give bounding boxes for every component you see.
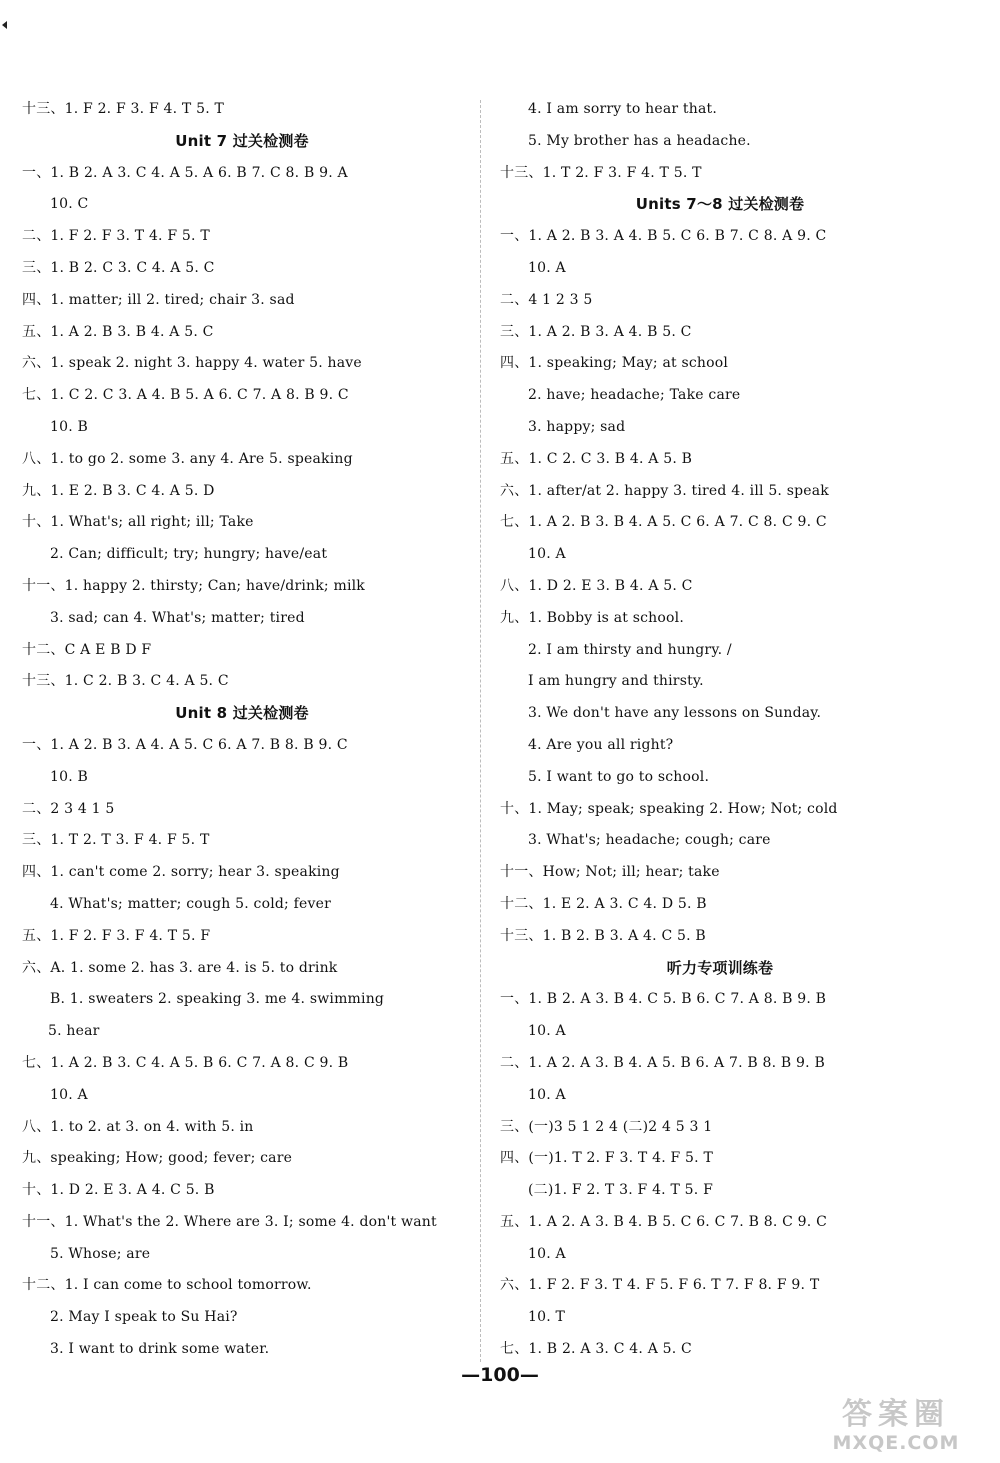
answer-line: 一、1. B 2. A 3. B 4. C 5. B 6. C 7. A 8. B 9. B bbox=[500, 991, 827, 1008]
answer-line: 3. sad; can 4. What's; matter; tired bbox=[50, 609, 305, 626]
answer-line: 5. My brother has a headache. bbox=[528, 132, 751, 149]
answer-line: 五、1. C 2. C 3. B 4. A 5. B bbox=[500, 450, 693, 467]
answer-line: 十一、How; Not; ill; hear; take bbox=[500, 864, 720, 881]
answer-line: 2. have; headache; Take care bbox=[528, 387, 741, 404]
answer-line: 十三、1. B 2. B 3. A 4. C 5. B bbox=[500, 927, 706, 944]
answer-line: 3. happy; sad bbox=[528, 418, 626, 435]
answer-line: 5. hear bbox=[48, 1023, 100, 1040]
answer-line: 10. A bbox=[50, 1086, 88, 1103]
answer-line: 4. I am sorry to hear that. bbox=[528, 101, 717, 117]
answer-line: 十、1. What's; all right; ill; Take bbox=[22, 514, 254, 531]
answer-line: 4. Are you all right? bbox=[528, 736, 674, 753]
answer-line: 八、1. D 2. E 3. B 4. A 5. C bbox=[500, 577, 693, 594]
answer-line: 四、1. speaking; May; at school bbox=[500, 355, 729, 372]
answer-line: 七、1. B 2. A 3. C 4. A 5. C bbox=[500, 1341, 692, 1358]
answer-line: 三、(一)3 5 1 2 4 (二)2 4 5 3 1 bbox=[500, 1118, 713, 1135]
watermark-logo bbox=[806, 1398, 986, 1460]
section-heading: 听力专项训练卷 bbox=[666, 958, 774, 977]
answer-line: 10. A bbox=[528, 1245, 566, 1262]
answer-line: 八、1. to go 2. some 3. any 4. Are 5. speaking bbox=[22, 450, 353, 467]
answer-line: 三、1. A 2. B 3. A 4. B 5. C bbox=[500, 323, 692, 340]
answer-line: 10. T bbox=[528, 1309, 566, 1326]
answer-line: 3. What's; headache; cough; care bbox=[528, 832, 771, 849]
answer-line: 2. Can; difficult; try; hungry; have/eat bbox=[50, 546, 328, 563]
answer-column-left bbox=[22, 94, 462, 1366]
answer-line: 四、(一)1. T 2. F 3. T 4. F 5. T bbox=[500, 1150, 714, 1167]
answer-line: 五、1. A 2. B 3. B 4. A 5. C bbox=[22, 323, 214, 340]
answer-line: 七、1. A 2. B 3. C 4. A 5. B 6. C 7. A 8. C 9. B bbox=[22, 1054, 349, 1071]
answer-line: 十、1. D 2. E 3. A 4. C 5. B bbox=[22, 1182, 215, 1199]
answer-line: 三、1. T 2. T 3. F 4. F 5. T bbox=[22, 832, 210, 849]
answer-line: 5. I want to go to school. bbox=[528, 768, 710, 785]
answer-line: 10. B bbox=[50, 768, 89, 785]
page-number: —100— bbox=[461, 1364, 539, 1386]
answer-line: 十二、1. E 2. A 3. C 4. D 5. B bbox=[500, 895, 707, 912]
answer-line: 10. A bbox=[528, 546, 566, 563]
answer-column-right bbox=[500, 94, 940, 1366]
answer-line: 2. I am thirsty and hungry. / bbox=[528, 641, 732, 658]
answer-line: B. 1. sweaters 2. speaking 3. me 4. swimming bbox=[50, 991, 385, 1008]
answer-line: 10. C bbox=[50, 196, 89, 213]
answer-line: 九、speaking; How; good; fever; care bbox=[22, 1150, 293, 1167]
watermark-url: MXQE.COM bbox=[832, 1432, 960, 1454]
answer-line: 二、4 1 2 3 5 bbox=[500, 291, 593, 308]
answer-line: 十三、1. C 2. B 3. C 4. A 5. C bbox=[22, 673, 229, 690]
answer-line: 十一、1. happy 2. thirsty; Can; have/drink; milk bbox=[22, 577, 365, 594]
watermark-text: 答案圈 bbox=[842, 1397, 950, 1432]
answer-line: I am hungry and thirsty. bbox=[528, 673, 704, 690]
section-heading: Units 7～8 过关检测卷 bbox=[635, 195, 805, 214]
answer-line: 十二、1. I can come to school tomorrow. bbox=[22, 1277, 312, 1294]
answer-line: 六、1. F 2. F 3. T 4. F 5. F 6. T 7. F 8. F 9. T bbox=[500, 1277, 820, 1294]
answer-line: 4. What's; matter; cough 5. cold; fever bbox=[50, 895, 331, 912]
answer-line: 三、1. B 2. C 3. C 4. A 5. C bbox=[22, 259, 215, 276]
answer-line: 二、1. A 2. A 3. B 4. A 5. B 6. A 7. B 8. B 9. B bbox=[500, 1054, 825, 1071]
answer-line: 10. A bbox=[528, 259, 566, 276]
answer-line: 九、1. E 2. B 3. C 4. A 5. D bbox=[22, 482, 215, 499]
answer-line: 六、A. 1. some 2. has 3. are 4. is 5. to drink bbox=[22, 959, 338, 976]
answer-line: 四、1. can't come 2. sorry; hear 3. speaking bbox=[22, 864, 340, 881]
answer-line: 六、1. after/at 2. happy 3. tired 4. ill 5. speak bbox=[500, 482, 829, 499]
answer-line: 十三、1. T 2. F 3. F 4. T 5. T bbox=[500, 164, 702, 181]
answer-line: 九、1. Bobby is at school. bbox=[500, 609, 684, 626]
answer-line: 10. A bbox=[528, 1086, 566, 1103]
answer-line: 2. May I speak to Su Hai? bbox=[50, 1309, 238, 1326]
answer-line: 五、1. F 2. F 3. F 4. T 5. F bbox=[22, 927, 211, 944]
answer-line: 一、1. A 2. B 3. A 4. B 5. C 6. B 7. C 8. A 9. C bbox=[500, 228, 827, 245]
answer-line: 五、1. A 2. A 3. B 4. B 5. C 6. C 7. B 8. C 9. C bbox=[500, 1213, 828, 1230]
answer-line: (二)1. F 2. T 3. F 4. T 5. F bbox=[528, 1182, 713, 1199]
answer-line: 十、1. May; speak; speaking 2. How; Not; cold bbox=[500, 800, 838, 817]
answer-line: 七、1. A 2. B 3. B 4. A 5. C 6. A 7. C 8. C 9. C bbox=[500, 514, 827, 531]
answer-line: 3. I want to drink some water. bbox=[50, 1341, 270, 1358]
answer-line: 5. Whose; are bbox=[50, 1245, 151, 1262]
section-heading: Unit 7 过关检测卷 bbox=[175, 131, 309, 150]
answer-line: 十三、1. F 2. F 3. F 4. T 5. T bbox=[22, 101, 225, 117]
answer-line: 一、1. A 2. B 3. A 4. A 5. C 6. A 7. B 8. B 9. C bbox=[22, 736, 348, 753]
answer-line: 10. B bbox=[50, 418, 89, 435]
answer-line: 一、1. B 2. A 3. C 4. A 5. A 6. B 7. C 8. B 9. A bbox=[22, 164, 348, 181]
answer-line: 十二、C A E B D F bbox=[22, 641, 152, 658]
corner-mark bbox=[2, 21, 7, 29]
answer-line: 八、1. to 2. at 3. on 4. with 5. in bbox=[22, 1118, 254, 1135]
section-heading: Unit 8 过关检测卷 bbox=[175, 704, 309, 723]
answer-line: 3. We don't have any lessons on Sunday. bbox=[528, 705, 822, 722]
column-divider bbox=[480, 100, 481, 1362]
answer-line: 十一、1. What's the 2. Where are 3. I; some 4. don't want bbox=[22, 1213, 437, 1230]
answer-line: 二、1. F 2. F 3. T 4. F 5. T bbox=[22, 228, 210, 245]
answer-line: 六、1. speak 2. night 3. happy 4. water 5. have bbox=[22, 355, 362, 372]
answer-line: 七、1. C 2. C 3. A 4. B 5. A 6. C 7. A 8. B 9. C bbox=[22, 387, 349, 404]
answer-line: 二、2 3 4 1 5 bbox=[22, 800, 115, 817]
answer-line: 四、1. matter; ill 2. tired; chair 3. sad bbox=[22, 291, 295, 308]
answer-line: 10. A bbox=[528, 1023, 566, 1040]
